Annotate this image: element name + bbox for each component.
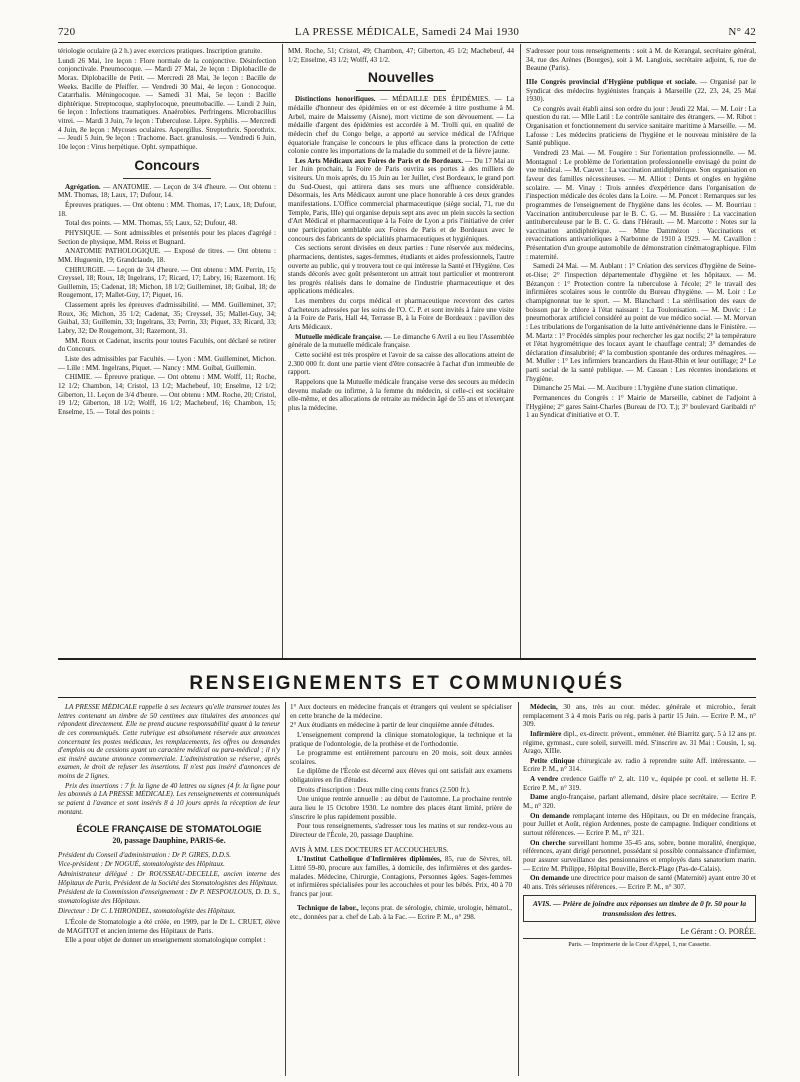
ecole-droits: Droits d'inscription : Deux mille cinq cents francs (2.500 fr.). <box>297 785 471 794</box>
avis-lecteurs: LA PRESSE MÉDICALE rappelle à ses lecteurs qu'elle transmet toutes les lettres contenant un timbre de 50 centimes aux titulaires des annonces qui répondent directement. Elle ne prend aucune responsabilité quant à la teneur de ces communiqués. Cette rubrique est absolument réservée aux annonces concernant les postes médicaux, les remplacements, les offres ou demandes d'emplois ou de cessions ayant un caractère médical ou para-médical ; il n'y est inséré aucune annonce commerciale. L'administration se réserve, après examen, le droit de refuser les insertions. Il n'est pas inséré d'annonces de moins de 2 lignes. <box>58 703 280 781</box>
ecole-president: Président du Conseil d'administration : Dr P. GIRES, D.D.S. <box>58 850 232 859</box>
gerant: Le Gérant : O. PORÉE. <box>680 926 756 936</box>
section-rule <box>58 658 756 660</box>
course-text-1: tériologie oculaire (à 2 h.) avec exercices pratiques. Inscription gratuite. <box>58 47 263 55</box>
nouvelles-mutuelle: Mutuelle médicale française. — Le dimanche 6 Avril a eu lieu l'Assemblée générale de la mutuelle médicale française. <box>288 332 514 350</box>
ecole-rentree: Une unique rentrée annuelle : au début de l'automne. La prochaine rentrée aura lieu le 15 Octobre 1930. Le nombre des places étant limité, prière de s'inscrire le plus rapidement possible. <box>290 795 512 821</box>
ad-medecin-30-ans: Médecin, 30 ans, très au cour. médec. générale et microbio., ferait remplacement 3 à 4 mois Paris ou rég. paris à partir 15 Juin. — Ecrire P. M., n° 309. <box>523 703 756 729</box>
concours-continuation: MM. Roche, 51; Cristol, 49; Chambon, 47; Giberton, 45 1/2; Machebeuf, 44 1/2; Enselme, 43 1/2; Wolff, 43 1/2. <box>288 47 514 64</box>
ecole-cond-1: 1° Aux docteurs en médecine français et étrangers qui veulent se spécialiser en cette branche de la médecine. <box>290 703 512 720</box>
lower-column-1 <box>58 703 280 1075</box>
congres-vendredi: Vendredi 23 Mai. — M. Fougère : Sur l'orientation professionnelle. — M. Montagnol : Le problème de l'orientation professionnelle envisagé du point de vue médical. — M. Cauvet : La vaccination antidiphtérique. Son organisation en faveur des familles nécessiteuses. — M. Alliot : Dents et ongles en hygiène scolaire. — M. Vinay : Trois années d'expérience dans l'organisation de l'inspection médicale des écoles dans la Loire. — M. Poncet : Remarques sur les programmes de l'enseignement de l'hygiène dans les écoles. — M. Bourriau : Vaccination antituberculeuse par le B. C. G. — M. Bussière : La vaccination antituberculeuse par le B. C. G. dans l'Hérault. — M. Marcotte : Notes sur la vaccination antidiphtérique. — Mme Dammézon : Vaccinations et revaccinations antivarioliques à Narbonne de 1910 à 1929. — M. Cavaillon : Présentation d'un groupe automobile de démonstration cinématographique. Film : maternité. <box>526 149 756 261</box>
ad-infirmiere: Infirmière dipl., ex-directr. prévent., emmèner. été Biarritz garç. 5 à 12 ans pr. régime, gymnast., cure soleil, surveill. méd. S'inscrire av. 31 Mai : Cousin, 1, sq. Arago, XIIIe. <box>523 729 756 756</box>
section-title-nouvelles: Nouvelles <box>367 69 435 86</box>
concours-agregation: Agrégation. — ANATOMIE. — Leçon de 3/4 d'heure. — Ont obtenu : MM. Thomas, 18; Laux, 17; Dufour, 14. <box>58 182 276 200</box>
ad-directrice: On demande une directrice pour maison de santé (Maternité) ayant entre 30 et 40 ans. Très sérieuses références. — Ecrire P. M., n° 307. <box>523 874 756 891</box>
ecole-address: 20, passage Dauphine, PARIS-6e. <box>112 835 226 845</box>
concours-liste: Liste des admissibles par Facultés. — Lyon : MM. Guilleminet, Michon. — Lille : MM. Ingelrans, Piquet. — Nancy : MM. Guibal, Guillemin. <box>58 354 276 372</box>
ecole-commission: Président de la Commission d'enseignement : Dr P. NESPOULOUS, D. D. S., stomatologiste des Hôpitaux. <box>58 888 280 905</box>
avis-box: AVIS. — Prière de joindre aux réponses un timbre de 0 fr. 50 pour la transmission des lettres. <box>523 895 756 921</box>
ad-dame: Dame anglo-française, parlant allemand, désire place secrétaire. — Ecrire P. M., n° 320. <box>523 793 756 811</box>
nouvelles-mutuelle-2: Cette société est très prospère et l'avoir de sa caisse des allocations atteint de 2.300 000 fr. dont une partie vient d'être consacrée à l'achat d'un immeuble de rapport. <box>288 350 514 377</box>
divider <box>356 90 446 91</box>
concours-physique: PHYSIQUE. — Sont admissibles et présentés pour les places d'agrégé : Section de physique, MM. Reiss et Bugnard. <box>58 228 276 246</box>
nouvelles-foires-2: Ces sections seront divisées en deux parties : l'une réservée aux médecins, pharmaciens, dentistes, sages-femmes, étudiants et aides professionnels, l'autre ouverte au public, qui y trouvera tout ce qui intéresse la Santé et l'Hygiène. Ces stands décorés avec goût présenteront un attrait tout particulier et montreront les progrès réalisés dans le domaine de l'industrie pharmaceutique et des applications médicales. <box>288 244 514 296</box>
ecole-vice-president: Vice-président : Dr NOGUÉ, stomatologiste des Hôpitaux. <box>58 860 225 869</box>
divider <box>123 178 210 179</box>
section-rule <box>58 697 756 698</box>
congres-samedi: Samedi 24 Mai. — M. Aublant : 1° Création des services d'hygiène de Seine-et-Oise; 2° l'inspection départementale d'hygiène et les hôpitaux. — M. Bézançon : 1° Protection contre la tuberculose à l'école; 2° le travail des infirmières scolaires sous le contrôle du Bureau d'hygiène. — M. Loir : Le champignonnat tue le sport. — M. Blanchard : La stérilisation des eaux de boisson par le chlore à l'état naissant : La Toulonisation. — M. Duvic : Le pneumothorax artificiel considéré au point de vue médico social. — M. Morvan : Les tribulations de l'organisation de la lutte antivénérienne dans le Finistère. — M. Martz : 1° Procédés simples pour rechercher les gaz nocifs; 2° la température et l'état hygrométrique des locaux ayant le chauffage central; 3° demandes de déclaration d'insalubrité; 4° la combustion spontanée des ordures ménagères. — M. Muller : 1° Les infirmiers brancardiers du Haut-Rhin et leur outillage; 2° Le parti social de la santé publique. — M. Cassan : Les récentes inondations et l'hygiène. <box>526 262 756 383</box>
ad-a-vendre: A vendre credence Gaiffe n° 2, alt. 110 v., équipée pr cool. et sellette H. F. Ecrire P. M., n° 319. <box>523 775 756 792</box>
nouvelles-mutuelle-3: Rappelons que la Mutuelle médicale française verse des secours au médecin devenu malade ou infirme, à la femme du médecin, si celle-ci est sociétaire elle-même, et des allocations de retraite au médecin âgé de 55 ans et n'exerçant plus la médecine. <box>288 377 514 412</box>
concours-chirurgie: CHIRURGIE. — Leçon de 3/4 d'heure. — Ont obtenu : MM. Perrin, 15; Creyssel, 18; Roux, 18; Ingelrans, 17; Ricard, 17; Labry, 16; Razemont. 16; Guillemin, 15; Cadenat, 18; Michon, 18 1/2; Guilleminet, 18; Guibal, 18; de Rougemont, 17; Mallet-Guy, 17; Piquet, 16. <box>58 265 276 300</box>
congres-permanences: Permanences du Congrès : 1° Mairie de Marseille, cabinet de l'adjoint à l'Hygiène; 2° gares Saint-Charles (Bureau de l'O. T.); 3° boulevard Garibaldi n° 1 au Syndicat d'initiative et O. T. <box>526 393 756 420</box>
issue-number: N° 42 <box>728 26 756 38</box>
concours-classement: Classement après les épreuves d'admissibilité. — MM. Guilleminet, 37; Roux, 36; Michon, 35 1/2; Cadenat, 35; Creyssel, 35; Mallet-Guy, 34; Guibal, 33; Guillemin, 33; Ingelrans, 33; Perrin, 33; Piquet, 33; Ricard, 33; Labry, 32; De Rougemont, 31; Razemont, 31. <box>58 301 276 336</box>
ecole-programme: Le programme est entièrement parcouru en 20 mois, soit deux années scolaires. <box>290 749 512 766</box>
ecole-administrateur: Administrateur délégué : Dr ROUSSEAU-DECELLE, ancien interne des Hôpitaux de Paris, Président de la Société des Stomatologistes des Hôpitaux. <box>58 869 280 887</box>
running-header <box>58 26 756 40</box>
renseignements-note: S'adresser pour tous renseignements : soit à M. de Kerangal, secrétaire général, 34, rue des Arènes (Bourges), soit à M. Langlois, secrétaire adjoint, 6, rue de Beaune (Paris). <box>526 47 756 73</box>
concours-epreuves: Épreuves pratiques. — Ont obtenu : MM. Thomas, 17; Laux, 18; Dufour, 18. <box>58 201 276 218</box>
nouvelles-foires-3: Les membres du corps médical et pharmaceutique recevront des cartes d'acheteurs adressées par les soins de l'O. C. P. et sont invités à faire une visite à la Foire de Paris, Hall 44, Terrasse B, à la Foire de Bordeaux : pavillon des Arts Médicaux. <box>288 297 514 332</box>
page-number: 720 <box>58 26 76 38</box>
upper-column-2 <box>288 47 514 656</box>
congres-title: IIIe Congrès provincial d'Hygiène publique et sociale. — Organisé par le Syndicat des médecins hygiénistes français à Marseille (22, 23, 24, 25 Mai 1930). <box>526 77 756 104</box>
column-rule <box>520 44 521 658</box>
ecole-renseignements: Pour tous renseignements, s'adresser tous les matins et sur rendez-vous au Directeur de l'École, 20, passage Dauphine. <box>290 822 512 839</box>
ecole-directeur: Directeur : Dr C. L'HIRONDEL, stomatologiste des Hôpitaux. <box>58 906 236 915</box>
ecole-cond-2: 2° Aux étudiants en médecine à partir de leur cinquième année d'études. <box>290 721 495 730</box>
ecole-objet: Elle a pour objet de donner un enseignement stomatologique complet : <box>65 936 266 945</box>
congres-inscriptions: Ce congrès avait établi ainsi son ordre du jour : Jeudi 22 Mai. — M. Loir : La question du rat. — Mlle Latil : Le contrôle sanitaire des étrangers. — M. Ribot : Organisation et fonctionnement du service sanitaire maritime à Marseille. — M. Lafosse : Les médecins praticiens de l'hygiène et le nouveau ministère de la Santé publique. <box>526 104 756 148</box>
lower-column-2 <box>290 703 512 1075</box>
concours-anatomie-patho: ANATOMIE PATHOLOGIQUE. — Exposé de titres. — Ont obtenu : MM. Huguenin, 19; Grandclaude, 18. <box>58 247 276 264</box>
concours-chimie: CHIMIE. — Épreuve pratique. — Ont obtenu : MM. Wolff, 11; Roche, 12 1/2; Chambon, 14; Cristol, 13 1/2; Machebeuf, 10; Enselme, 12 1/2; Giberton, 11. Leçon de 3/4 d'heure. — Ont obtenu : MM. Roche, 20; Cristol, 19 1/2; Giberton, 18 1/2; Wolff, 16 1/2; Machebeuf, 16; Chambon, 15; Enselme, 15. — Total des points : <box>58 373 276 416</box>
avis-docteurs: AVIS À MM. LES DOCTEURS ET ACCOUCHEURS. <box>290 845 449 854</box>
nouvelles-foires: Les Arts Médicaux aux Foires de Paris et de Bordeaux. — Du 17 Mai au 1er Juin prochain, la Foire de Paris ouvrira ses portes à des milliers de visiteurs. Un mois après, du 15 Juin au 1er Juillet, c'est Bordeaux, le grand port du Sud-Ouest, qui attirera dans ses murs une affluence considérable. Désormais, les Arts Médicaux auront une place honorable à ces deux grandes manifestations. L'Office commercial pharmaceutique (siège social, 71, rue du Temple, Paris, IIIe) qui organise depuis sept ans avec un plein succès la section d'Art Médical et pharmaceutique à la Foire de Lyon a pris l'initiative de créer une participation semblable aux Foires de Paris et de Bordeaux avec le concours des fabricants de spécialités pharmaceutiques et hygiéniques. <box>288 156 514 243</box>
upper-column-3 <box>526 47 756 656</box>
ecole-title: ÉCOLE FRANÇAISE DE STOMATOLOGIE <box>76 824 262 836</box>
concours-total: Total des points. — MM. Thomas, 55; Laux, 52; Dufour, 48. <box>65 219 238 228</box>
column-rule <box>518 702 519 1076</box>
congres-dimanche: Dimanche 25 Mai. — M. Aucibure : L'hygiène d'une station climatique. <box>533 384 738 393</box>
section-title-concours: Concours <box>134 156 200 173</box>
ad-remplacant: On demande remplaçant interne des Hôpitaux, ou Dr en médecine français, pour Juillet et Août, région Ardennes, poste de campagne. Indiquer conditions et surtout références. — Ecrire P. M., n° 321. <box>523 811 756 837</box>
column-rule <box>282 44 283 658</box>
ad-surveillant: On cherche surveillant homme 35-45 ans, sobre, bonne moralité, énergique, références, ayant dirigé personnel, possédant si possible connaissance d'infirmier, pour assurer surveillance des pensionnaires et employés dans sanatorium marin. — Ecrire M. Philippe, Hôpital Bouville, Berck-Plage (Pas-de-Calais). <box>523 838 756 873</box>
column-rule <box>285 702 286 1076</box>
renseignements-title: RENSEIGNEMENTS ET COMMUNIQUÉS <box>189 673 625 694</box>
prix-insertions: Prix des insertions : 7 fr. la ligne de 40 lettres ou signes (4 fr. la ligne pour les abonnés à LA PRESSE MÉDICALE). Les renseignements et communiqués se paient à l'avance et sont insérés 8 à 10 jours après la réception de leur montant. <box>58 781 280 816</box>
lower-column-3 <box>523 703 756 1075</box>
institut-catholique: L'Institut Catholique d'Infirmières diplômées, 85, rue de Sèvres, tél. Littré 59-80, procure aux familles, à domicile, des infirmières et des gardes-malades. Médecine, Chirurgie, Contagions, Personnes âgées. Sages-femmes et infirmières spécialisées pour les accouchées et pour les bébés. Prix, 40 à 70 francs par jour. <box>290 855 512 898</box>
journal-title-date: LA PRESSE MÉDICALE, Samedi 24 Mai 1930 <box>294 26 520 38</box>
header-rule <box>58 42 756 43</box>
concours-roux: MM. Roux et Cadenat, inscrits pour toutes Facultés, ont déclaré se retirer du Concours. <box>58 336 276 354</box>
ecole-creation: L'École de Stomatologie a été créée, en 1909, par le Dr L. CRUET, élève de MAGITOT et ancien interne des Hôpitaux de Paris. <box>58 918 280 935</box>
ecole-enseignement: L'enseignement comprend la clinique stomatologique, la technique et la pratique de l'odontologie, de la prothèse et de l'orthodontie. <box>290 730 512 748</box>
ad-petite-clinique: Petite clinique chirurgicale av. radio à reprendre suite Aff. intéressante. — Ecrire P. M., n° 314. <box>523 756 756 774</box>
nouvelles-distinctions: Distinctions honorifiques. — MÉDAILLE DES ÉPIDÉMIES. — La médaille d'honneur des épidémies en or est décernée à titre posthume à M. Arbel, maire de Maissemy (Aisne), mort victime de son dévouement. — La médaille d'argent des épidémies est accordée à M. Trolli qui, en qualité de médecin chef du Congo belge, a apporté au service médical de l'Afrique équatoriale française le concours le plus efficace dans la protection de cette colonie contre les importations de la maladie du sommeil et de la fièvre jaune. <box>288 95 514 156</box>
ecole-diplome: Le diplôme de l'École est décerné aux élèves qui ont satisfait aux examens obligatoires en fin d'études. <box>290 767 512 785</box>
printer-line: Paris. — Imprimerie de la Cour d'Appel, 1, rue Cassette. <box>523 938 756 949</box>
upper-column-1 <box>58 47 276 656</box>
ad-technique-labor: Technique de labor., leçons prat. de sérologie, chimie, urologie, hématol., etc., données par a. chef de Lab. à la Fac. — Ecrire P. M., n° 298. <box>290 904 512 922</box>
course-text-2: Lundi 26 Mai, 1re leçon : Flore normale de la conjonctive. Désinfection conjonctivale. Pneumocoque. — Mardi 27 Mai, 2e leçon : Diplobacille de Morax. Diplobacille de Petit. — Mercredi 28 Mai, 3e leçon : Bacille de Weeks. Bacille de Pfeiffer. — Vendredi 30 Mai, 4e leçon : Gonocoque. Catarrhalis. Méningocoque. — Samedi 31 Mai, 5e leçon : Bacille diphtérique. Streptocoque, staphylocoque, pneumobacille. — Lundi 2 Juin, 6e leçon : Infections traumatiques. Anaérobies. Perfringens. Microbacillus vitrei. — Mardi 3 Juin, 7e leçon : Tuberculose. Lèpre. Syphilis. — Mercredi 4 Juin, 8e leçon : Mycoses oculaires. Aspergillus. Streptothrix. Sporothrix. — Jeudi 5 Juin, 9e leçon : Trachome. Bact. granulosis. — Vendredi 6 Juin, 10e leçon : Virus herpétique. Opht. sympathique. <box>58 56 276 152</box>
